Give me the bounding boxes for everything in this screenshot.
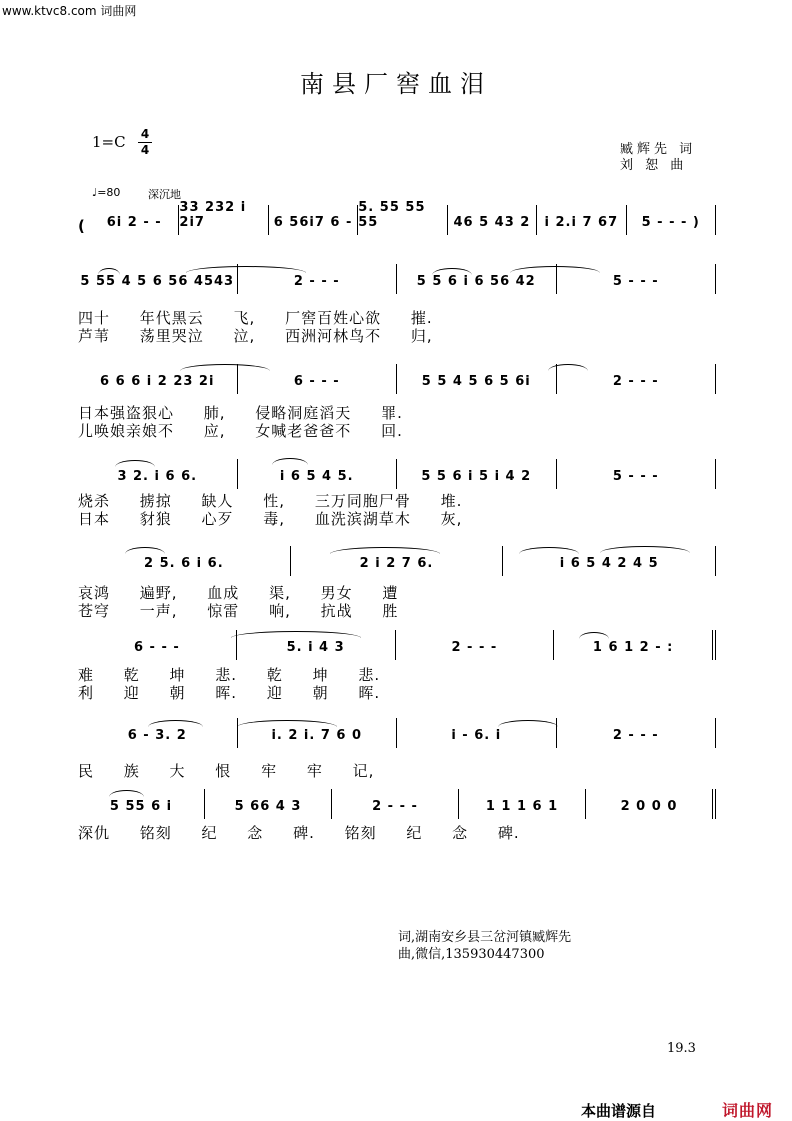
measure: 33 232 i 2i7 (179, 205, 268, 235)
slur-mark (148, 720, 203, 727)
measure: 5 - - - (557, 459, 717, 489)
slur-mark (330, 547, 440, 554)
lyric-line: 四十 年代黑云 飞, 厂窖百姓心欲 摧. (78, 309, 433, 327)
measure: 2 - - - (557, 718, 717, 748)
measure: 2 0 0 0 (586, 789, 716, 819)
measure: 2 5. 6 i 6. (78, 546, 291, 576)
measure: 6i 2 - - (90, 205, 179, 235)
slur-mark (98, 268, 120, 275)
slur-mark (548, 364, 588, 371)
measure: 5. 55 55 55 (358, 205, 447, 235)
slur-mark (180, 364, 270, 371)
time-sig-bottom: 4 (140, 143, 150, 157)
measure: 5 5 6 i 6 56 42 (397, 264, 557, 294)
slur-mark (115, 460, 155, 467)
measure: 6 6 6 i 2 23 2i (78, 364, 238, 394)
lyric-line: 芦苇 荡里哭泣 泣, 西洲河林鸟不 归, (78, 327, 433, 345)
score-row (78, 264, 716, 294)
measure: 6 - - - (78, 630, 237, 660)
slur-mark (519, 547, 579, 554)
measure: 6 - - - (238, 364, 398, 394)
measure: i 6 5 4 2 4 5 (503, 546, 716, 576)
measure: 5 - - - ) (627, 205, 716, 235)
score-row (78, 630, 716, 660)
slur-mark (237, 720, 337, 727)
measure: 6 56i7 6 - (269, 205, 358, 235)
slur-mark (579, 632, 609, 639)
time-sig-top: 4 (140, 127, 150, 141)
slur-mark (272, 458, 308, 465)
measure: i. 2 i. 7 6 0 (238, 718, 398, 748)
site-logo[interactable]: 词曲网 (722, 1101, 774, 1120)
score-row (78, 789, 716, 819)
score-row (78, 364, 716, 394)
lyric-line: 日本 豺狼 心歹 毒, 血洗滨湖草木 灰, (78, 510, 463, 528)
slur-mark (498, 720, 558, 727)
site-url[interactable]: www.ktvc8.com 词曲网 (2, 4, 137, 18)
slur-mark (125, 547, 165, 554)
lyricist-credit: 臧辉先 词 (620, 142, 697, 157)
measure: 5 66 4 3 (205, 789, 332, 819)
lyric-line: 难 乾 坤 悲. 乾 坤 悲. (78, 666, 381, 684)
measure: i - 6. i (397, 718, 557, 748)
footer-lyricist-note: 词,湖南安乡县三岔河镇臧辉先 (398, 930, 572, 945)
slur-mark (186, 266, 306, 273)
measure: 5 55 4 5 6 56 4543 (78, 264, 238, 294)
page-number: 19.3 (667, 1041, 696, 1056)
time-signature (138, 128, 152, 157)
song-title: 南县厂窖血泪 (300, 70, 492, 98)
lyric-line: 哀鸿 遍野, 血成 渠, 男女 遭 (78, 584, 399, 602)
measure: i 2.i 7 67 (537, 205, 626, 235)
lyric-line: 儿唤娘亲娘不 应, 女喊老爸爸不 回. (78, 422, 403, 440)
lyric-line: 烧杀 掳掠 缺人 性, 三万同胞尸骨 堆. (78, 492, 463, 510)
slur-mark (600, 546, 690, 553)
measure: 5 5 6 i 5 i 4 2 (397, 459, 557, 489)
slur-mark (432, 268, 472, 275)
measure: 2 - - - (238, 264, 398, 294)
tempo-marking: ♩=80 (92, 186, 121, 199)
lyric-line: 深仇 铭刻 纪 念 碑. 铭刻 纪 念 碑. (78, 824, 520, 842)
measure: 6 - 3. 2 (78, 718, 238, 748)
source-label: 本曲谱源自 (581, 1102, 657, 1120)
lyric-line: 苍穹 一声, 惊雷 响, 抗战 胜 (78, 602, 399, 620)
footer-composer-note: 曲,微信,135930447300 (398, 947, 545, 962)
score-row (78, 200, 716, 235)
measure: i 6 5 4 5. (238, 459, 398, 489)
measure: 2 - - - (396, 630, 555, 660)
score-row (78, 459, 716, 489)
slur-mark (510, 266, 600, 273)
measure: 3 2. i 6 6. (78, 459, 238, 489)
measure: 5 5 4 5 6 5 6i (397, 364, 557, 394)
measure: 5 55 6 i (78, 789, 205, 819)
measure: 5. i 4 3 (237, 630, 396, 660)
slur-mark (109, 790, 144, 797)
slur-mark (231, 631, 361, 638)
measure: 2 i 2 7 6. (291, 546, 504, 576)
measure: 2 - - - (332, 789, 459, 819)
measure: 46 5 43 2 (448, 205, 537, 235)
measure: 2 - - - (557, 364, 717, 394)
lyric-line: 利 迎 朝 晖. 迎 朝 晖. (78, 684, 381, 702)
measure: 5 - - - (557, 264, 717, 294)
mood-marking: 深沉地 (148, 188, 181, 201)
lyric-line: 民 族 大 恨 牢 牢 记, (78, 762, 375, 780)
key-signature: 1=C (92, 133, 126, 151)
measure: 1 1 1 6 1 (459, 789, 586, 819)
lyric-line: 日本强盗狠心 肺, 侵略洞庭滔天 罪. (78, 404, 403, 422)
measure: 1 6 1 2 - : (554, 630, 716, 660)
score-row-prefix: ( (78, 217, 85, 235)
composer-credit: 刘 恕 曲 (620, 158, 688, 173)
